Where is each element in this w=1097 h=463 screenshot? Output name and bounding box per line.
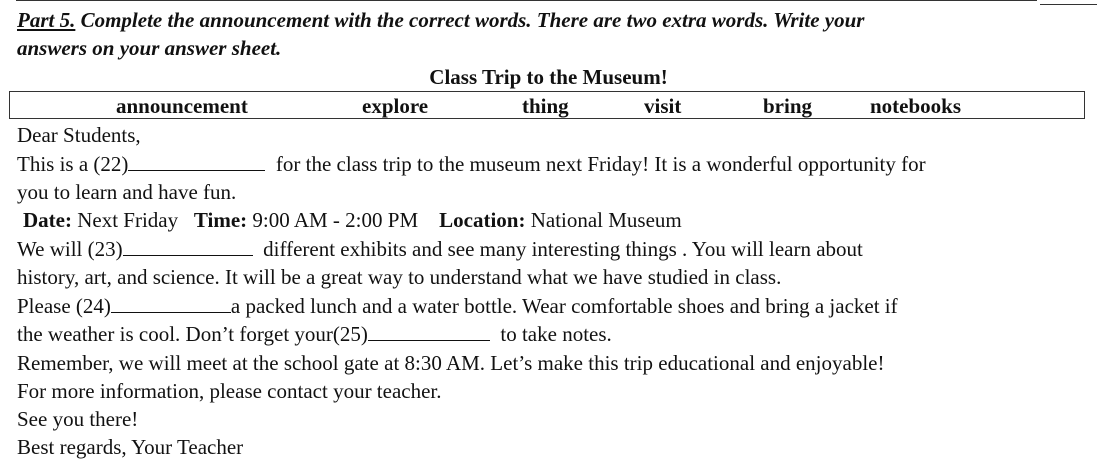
time-label: Time: [193, 208, 248, 232]
page-title: Class Trip to the Museum! [429, 65, 668, 89]
word-bank-item: announcement [116, 94, 248, 118]
text: different exhibits and see many interesting things . You will learn about [263, 237, 863, 261]
blank-22 [128, 152, 265, 171]
word-bank-item: notebooks [870, 94, 962, 118]
top-rule-right [1040, 4, 1097, 5]
paragraph-2-line-1 [17, 235, 863, 263]
instructions [17, 6, 1087, 62]
text: the weather is cool. Don’t forget your(25) [17, 322, 368, 346]
location-value: National Museum [530, 208, 682, 232]
word-bank-item: explore [362, 94, 429, 118]
blank-25 [368, 322, 490, 341]
location-label: Location: [439, 208, 526, 232]
paragraph-1-line-2: you to learn and have fun. [17, 180, 237, 204]
text: to take notes. [500, 322, 612, 346]
greeting: Dear Students, [17, 123, 141, 147]
text: This is a (22) [17, 152, 129, 176]
paragraph-6: See you there! [17, 407, 139, 431]
word-bank-item: visit [644, 94, 682, 118]
text: a packed lunch and a water bottle. Wear comfortable shoes and bring a jacket if [230, 294, 898, 318]
word-bank-item: thing [522, 94, 569, 118]
word-bank-item: bring [763, 94, 813, 118]
date-value: Next Friday [77, 208, 179, 232]
word-bank [9, 91, 1085, 119]
text: for the class trip to the museum next Friday! It is a wonderful opportunity for [275, 152, 926, 176]
instructions-text-1: Complete the announcement with the correct words. There are two extra words. Write your [80, 8, 865, 32]
paragraph-1-line-1 [17, 150, 926, 178]
instructions-text-2: answers on your answer sheet. [17, 36, 282, 60]
paragraph-2-line-2: history, art, and science. It will be a great way to understand what we have studied in class. [17, 265, 782, 289]
date-label: Date: [23, 208, 72, 232]
paragraph-3-line-1 [17, 292, 898, 320]
blank-23 [123, 237, 253, 256]
closing: Best regards, Your Teacher [17, 435, 244, 459]
text: Please (24) [17, 294, 111, 318]
part-label: Part 5. [17, 8, 76, 32]
event-details [23, 206, 682, 234]
paragraph-5: For more information, please contact your teacher. [17, 379, 442, 403]
top-rule [16, 0, 1037, 1]
paragraph-3-line-2 [17, 320, 612, 348]
time-value: 9:00 AM - 2:00 PM [252, 208, 419, 232]
text: We will (23) [17, 237, 123, 261]
paragraph-4: Remember, we will meet at the school gate at 8:30 AM. Let’s make this trip educational and enjoyable! [17, 351, 885, 375]
blank-24 [111, 294, 231, 313]
